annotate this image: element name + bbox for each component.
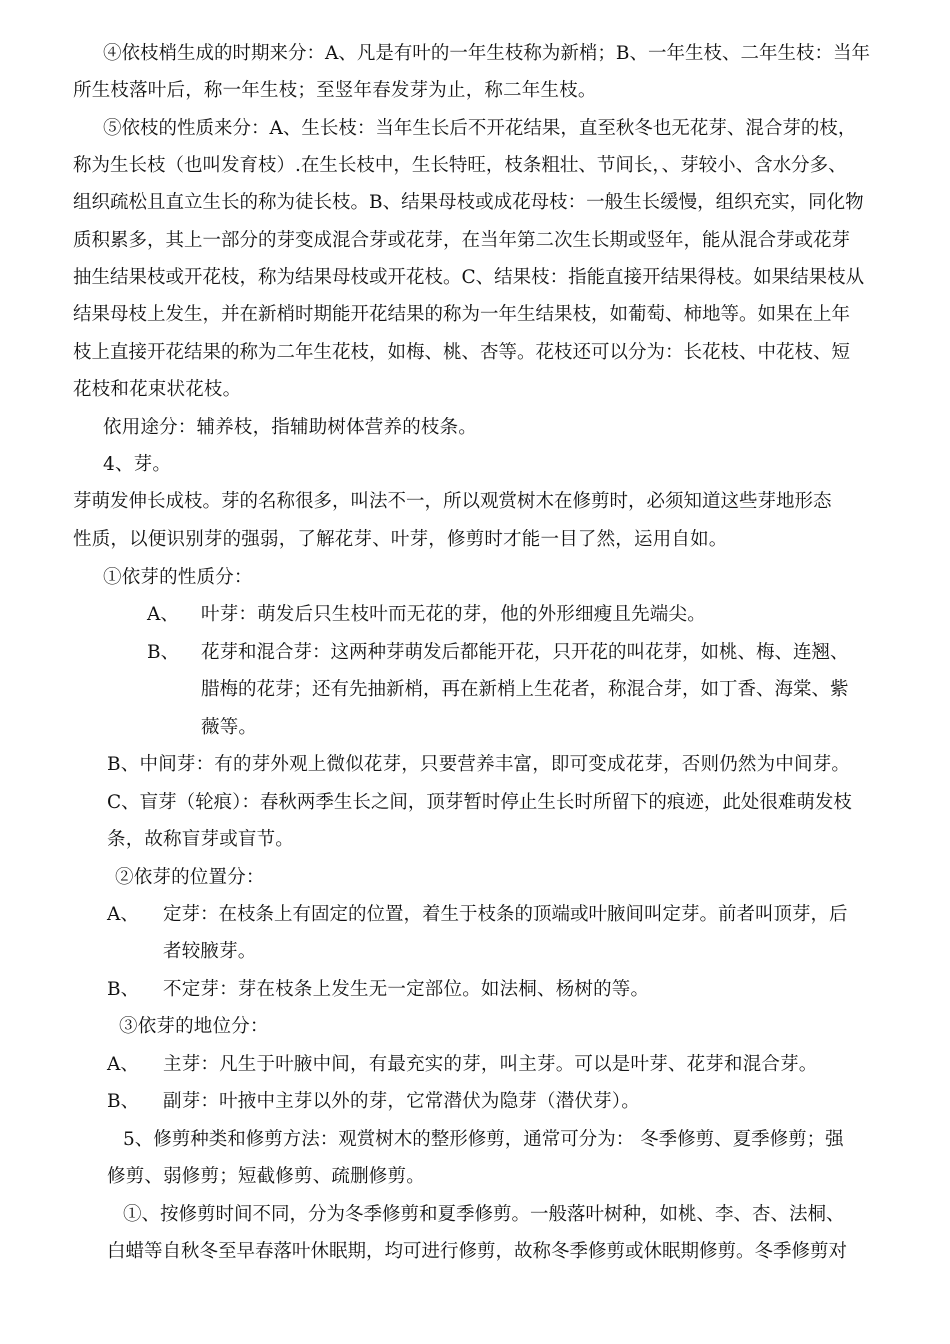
text-line: ⑤依枝的性质来分：A、生长枝：当年生长后不开花结果，直至秋冬也无花芽、混合芽的枝， [103,118,857,139]
text-line: 不定芽：芽在枝条上发生无一定部位。如法桐、杨树的等。 [163,979,650,1000]
subheading: ①依芽的性质分： [103,567,253,588]
text-line: 结果母枝上发生，并在新梢时期能开花结果的称为一年生结果枝，如葡萄、柿地等。如果在上年 [73,304,851,325]
item-label: A、 [107,1054,139,1075]
text-line: ①、按修剪时间不同，分为冬季修剪和夏季修剪。一般落叶树种，如桃、李、杏、法桐、 [123,1204,845,1225]
text-line: 质积累多，其上一部分的芽变成混合芽或花芽，在当年第二次生长期或竖年，能从混合芽或花芽 [73,230,851,251]
subheading: ②依芽的位置分： [115,867,265,888]
text-line: 条，故称盲芽或盲节。 [107,829,295,850]
text-line: 主芽：凡生于叶腋中间，有最充实的芽，叫主芽。可以是叶芽、花芽和混合芽。 [163,1054,818,1075]
text-line: C、盲芽（轮痕）：春秋两季生长之间，顶芽暂时停止生长时所留下的痕迹，此处很难萌发枝 [107,792,852,813]
text-line: 芽萌发伸长成枝。芽的名称很多，叫法不一，所以观赏树木在修剪时，必须知道这些芽地形态 [73,491,832,512]
text-line: 所生枝落叶后，称一年生枝；至竖年春发芽为止，称二年生枝。 [73,80,597,101]
text-line: 定芽：在枝条上有固定的位置，着生于枝条的顶端或叶腋间叫定芽。前者叫顶芽，后 [163,904,848,925]
section-heading: 4、芽。 [103,454,172,475]
text-line: 花枝和花束状花枝。 [73,379,242,400]
text-line: 枝上直接开花结果的称为二年生花枝，如梅、桃、杏等。花枝还可以分为：长花枝、中花枝、短 [73,342,851,363]
text-line: 副芽：叶掖中主芽以外的芽，它常潜伏为隐芽（潜伏芽）。 [163,1091,640,1112]
item-label: A、 [107,904,139,925]
subheading: ③依芽的地位分： [119,1016,269,1037]
section-heading: 5、修剪种类和修剪方法：观赏树木的整形修剪，通常可分为： 冬季修剪、夏季修剪；强 [123,1129,844,1150]
text-line: B、中间芽：有的芽外观上微似花芽，只要营养丰富，即可变成花芽，否则仍然为中间芽。 [107,754,851,775]
text-line: 花芽和混合芽：这两种芽萌发后都能开花，只开花的叫花芽，如桃、梅、连翘、 [201,642,849,663]
text-line: 者较腋芽。 [163,941,257,962]
item-label: A、 [147,604,179,625]
text-line: 薇等。 [201,717,258,738]
text-line: 抽生结果枝或开花枝，称为结果母枝或开花枝。C、结果枝：指能直接开结果得枝。如果结果枝从 [73,267,865,288]
text-line: 叶芽：萌发后只生枝叶而无花的芽，他的外形细瘦且先端尖。 [201,604,706,625]
text-line: 称为生长枝（也叫发育枝）.在生长枝中，生长特旺，枝条粗壮、节间长，、芽较小、含水分多、 [73,155,847,176]
text-line: 组织疏松且直立生长的称为徒长枝。B、结果母枝或成花母枝：一般生长缓慢，组织充实，同化物 [73,192,864,213]
text-line: 依用途分：辅养枝，指辅助树体营养的枝条。 [103,417,478,438]
text-line: 性质，以便识别芽的强弱，了解花芽、叶芽，修剪时才能一目了然，运用自如。 [73,529,728,550]
text-line: ④依枝梢生成的时期来分：A、凡是有叶的一年生枝称为新梢；B、一年生枝、二年生枝：当年 [103,43,870,64]
item-label: B、 [107,1091,140,1112]
text-line: 白蜡等自秋冬至早春落叶休眠期，均可进行修剪，故称冬季修剪或休眠期修剪。冬季修剪对 [107,1241,848,1262]
text-line: 腊梅的花芽；还有先抽新梢，再在新梢上生花者，称混合芽，如丁香、海棠、紫 [201,679,849,700]
item-label: B、 [147,642,180,663]
item-label: B、 [107,979,140,1000]
text-line: 修剪、弱修剪；短截修剪、疏删修剪。 [107,1166,425,1187]
